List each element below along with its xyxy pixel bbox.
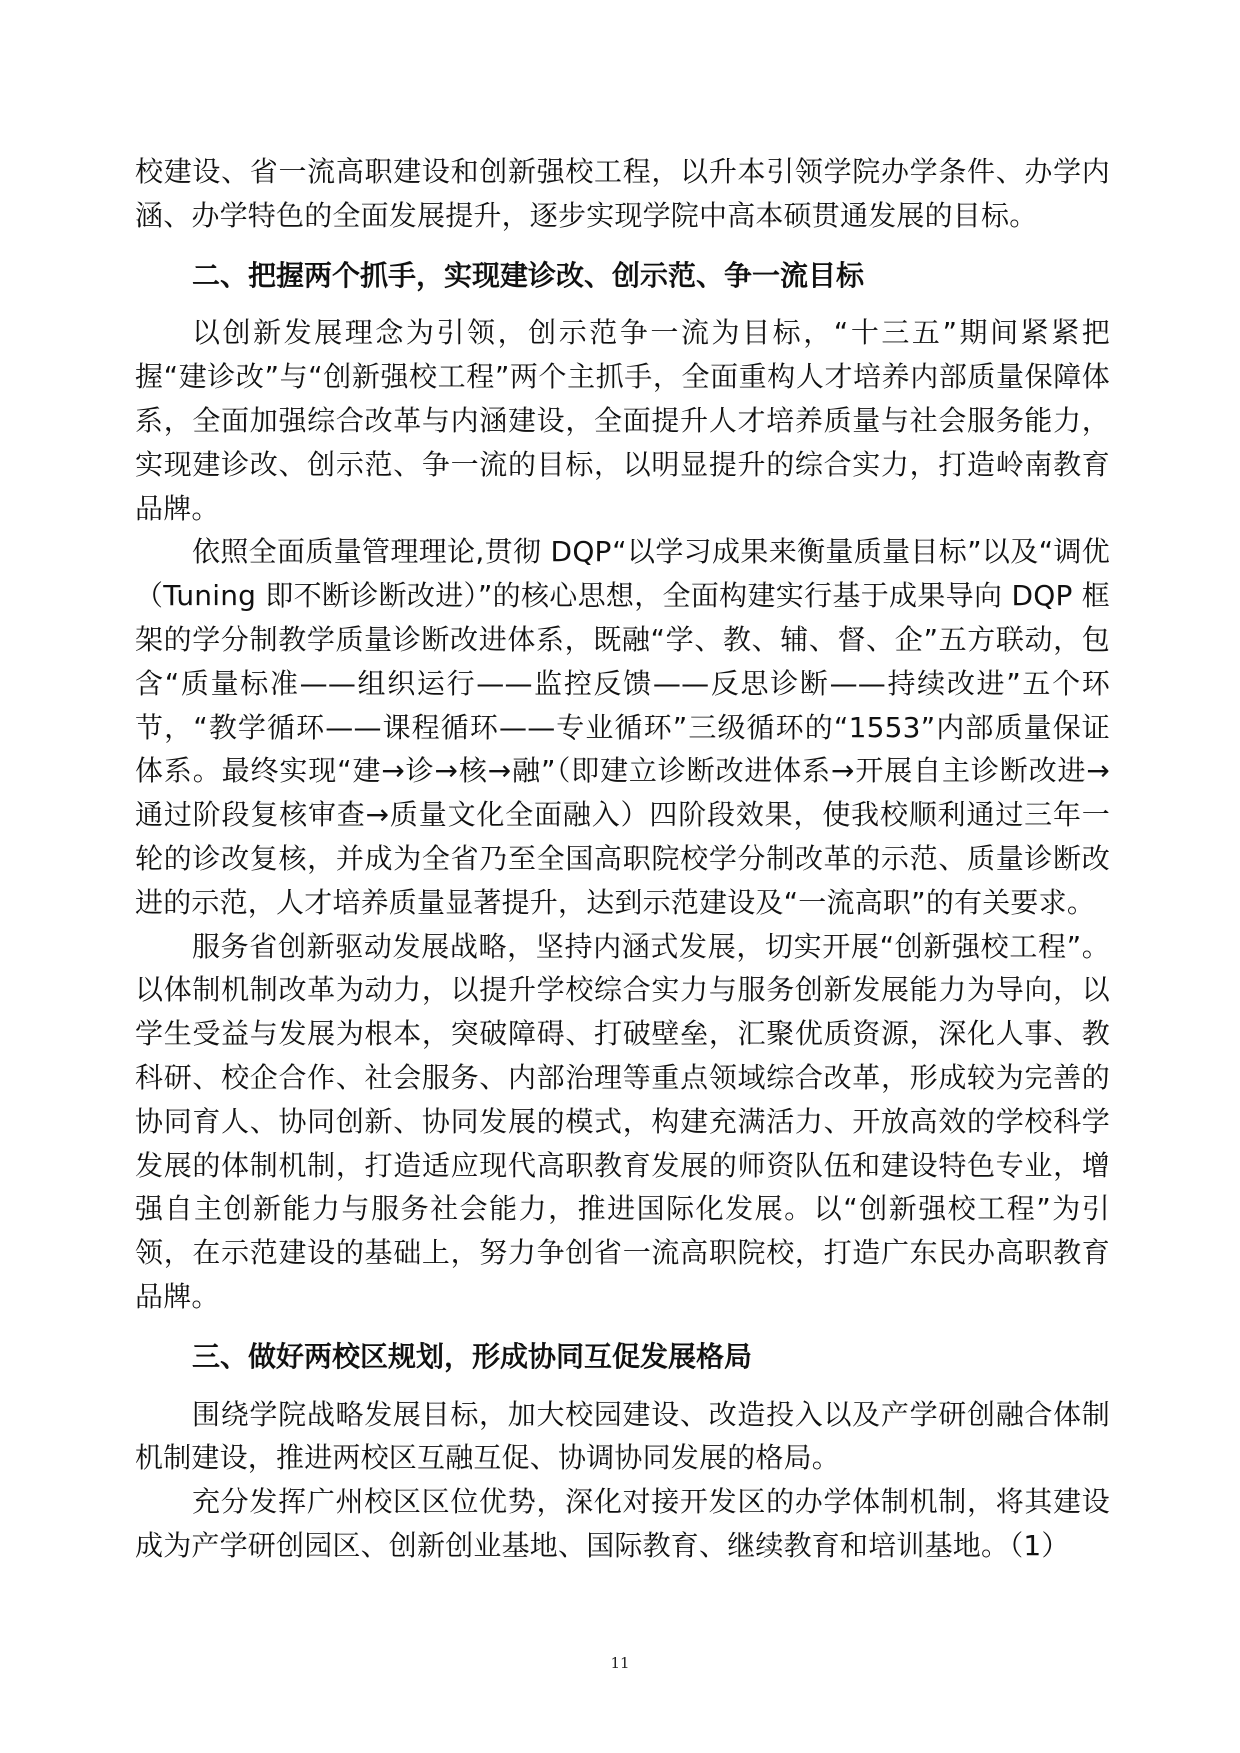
paragraph-3: 依照全面质量管理理论,贯彻 DQP“以学习成果来衡量质量目标”以及“调优（Tuning 即不断诊断改进）”的核心思想，全面构建实行基于成果导向 DQP 框架的学分制教学质量诊断改进体系，既融“学、教、辅、督、企”五方联动，包含“质量标准——组织运行——监控反馈——反思诊断——持续改进”五个环节，“教学循环——课程循环——专业循环”三级循环的“1553”内部质量保证体系。最终实现“建→诊→核→融”（即建立诊断改进体系→开展自主诊断改进→通过阶段复核审查→质量文化全面融入）四阶段效果，使我校顺利通过三年一轮的诊改复核，并成为全省乃至全国高职院校学分制改革的示范、质量诊断改进的示范，人才培养质量显著提升，达到示范建设及“一流高职”的有关要求。 — [135, 535, 1110, 919]
paragraph-6: 充分发挥广州校区区位优势，深化对接开发区的办学体制机制，将其建设成为产学研创园区、创新创业基地、国际教育、继续教育和培训基地。（1） — [135, 1485, 1110, 1562]
paragraph-1: 校建设、省一流高职建设和创新强校工程，以升本引领学院办学条件、办学内涵、办学特色的全面发展提升，逐步实现学院中高本硕贯通发展的目标。 — [135, 155, 1110, 232]
section-heading-3: 三、做好两校区规划，形成协同互促发展格局 — [192, 1339, 753, 1373]
page-number: 11 — [610, 1654, 630, 1672]
paragraph-2: 以创新发展理念为引领，创示范争一流为目标，“十三五”期间紧紧把握“建诊改”与“创新强校工程”两个主抓手，全面重构人才培养内部质量保障体系，全面加强综合改革与内涵建设，全面提升人才培养质量与社会服务能力，实现建诊改、创示范、争一流的目标，以明显提升的综合实力，打造岭南教育品牌。 — [135, 316, 1110, 525]
section-heading-2: 二、把握两个抓手，实现建诊改、创示范、争一流目标 — [192, 258, 865, 292]
paragraph-4: 服务省创新驱动发展战略，坚持内涵式发展，切实开展“创新强校工程”。以体制机制改革为动力，以提升学校综合实力与服务创新发展能力为导向，以学生受益与发展为根本，突破障碍、打破壁垒，汇聚优质资源，深化人事、教科研、校企合作、社会服务、内部治理等重点领域综合改革，形成较为完善的协同育人、协同创新、协同发展的模式，构建充满活力、开放高效的学校科学发展的体制机制，打造适应现代高职教育发展的师资队伍和建设特色专业，增强自主创新能力与服务社会能力，推进国际化发展。以“创新强校工程”为引领，在示范建设的基础上，努力争创省一流高职院校，打造广东民办高职教育品牌。 — [135, 929, 1110, 1313]
paragraph-5: 围绕学院战略发展目标，加大校园建设、改造投入以及产学研创融合体制机制建设，推进两校区互融互促、协调协同发展的格局。 — [135, 1397, 1110, 1475]
document-body — [135, 150, 1110, 1568]
